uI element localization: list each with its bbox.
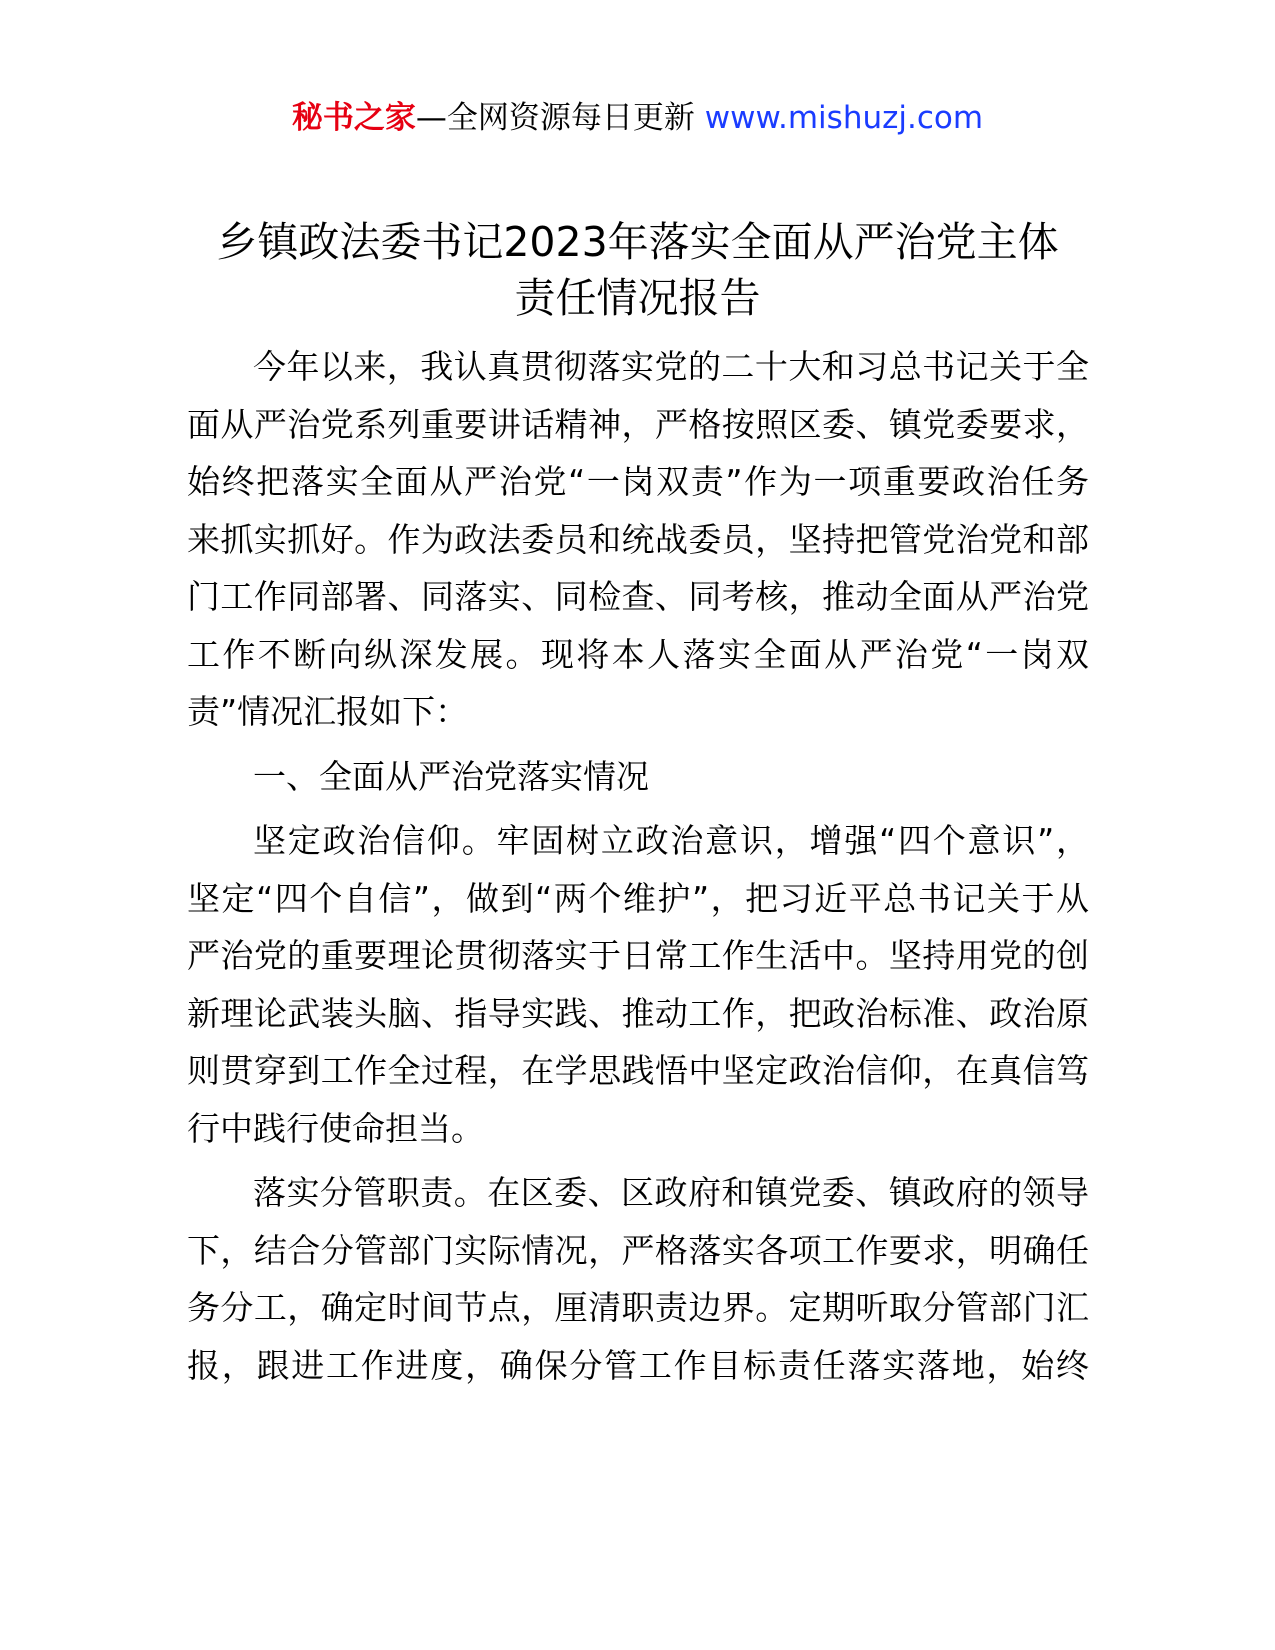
paragraph-intro — [187, 338, 1089, 741]
text-line: 今年以来，我认真贯彻落实党的二十大和习总书记关于全 — [253, 347, 1089, 386]
paragraph-duties — [187, 1164, 1089, 1394]
title-line-1: 乡镇政法委书记2023年落实全面从严治党主体 — [216, 218, 1059, 266]
text-line: 落实分管职责。在区委、区政府和镇党委、镇政府的领导 — [253, 1173, 1089, 1212]
paragraph-political-belief — [187, 812, 1089, 1157]
text-line: 坚定“四个自信”，做到“两个维护”，把习近平总书记关于从 — [187, 878, 1089, 918]
site-url-link[interactable]: www.mishuzj.com — [704, 100, 984, 136]
text-line: 面从严治党系列重要讲话精神，严格按照区委、镇党委要求， — [187, 404, 1089, 444]
text-line: 报，跟进工作进度，确保分管工作目标责任落实落地，始终 — [187, 1345, 1089, 1385]
text-line: 行中践行使命担当。 — [187, 1108, 484, 1148]
text-line: 责”情况汇报如下： — [187, 692, 469, 731]
text-line: 门工作同部署、同落实、同检查、同考核，推动全面从严治党 — [187, 577, 1089, 616]
header-tagline: —全网资源每日更新 — [415, 100, 705, 136]
text-line: 坚定政治信仰。牢固树立政治意识，增强“四个意识”， — [253, 821, 1089, 860]
text-line: 始终把落实全面从严治党“一岗双责”作为一项重要政治任务 — [187, 462, 1089, 501]
section-heading-text: 一、全面从严治党落实情况 — [253, 756, 649, 796]
brand-name: 秘书之家 — [291, 100, 416, 136]
text-line: 新理论武装头脑、指导实践、推动工作，把政治标准、政治原 — [187, 993, 1089, 1033]
document-body — [187, 338, 1089, 1401]
site-header — [0, 96, 1275, 140]
title-line-2: 责任情况报告 — [514, 274, 761, 322]
text-line: 务分工，确定时间节点，厘清职责边界。定期听取分管部门汇 — [187, 1288, 1089, 1327]
text-line: 工作不断向纵深发展。现将本人落实全面从严治党“一岗双 — [187, 634, 1089, 674]
section-heading — [187, 748, 1089, 806]
document-title — [150, 214, 1125, 326]
text-line: 严治党的重要理论贯彻落实于日常工作生活中。坚持用党的创 — [187, 936, 1089, 975]
text-line: 下，结合分管部门实际情况，严格落实各项工作要求，明确任 — [187, 1230, 1089, 1270]
text-line: 来抓实抓好。作为政法委员和统战委员，坚持把管党治党和部 — [187, 519, 1089, 559]
text-line: 则贯穿到工作全过程，在学思践悟中坚定政治信仰，在真信笃 — [187, 1051, 1089, 1090]
